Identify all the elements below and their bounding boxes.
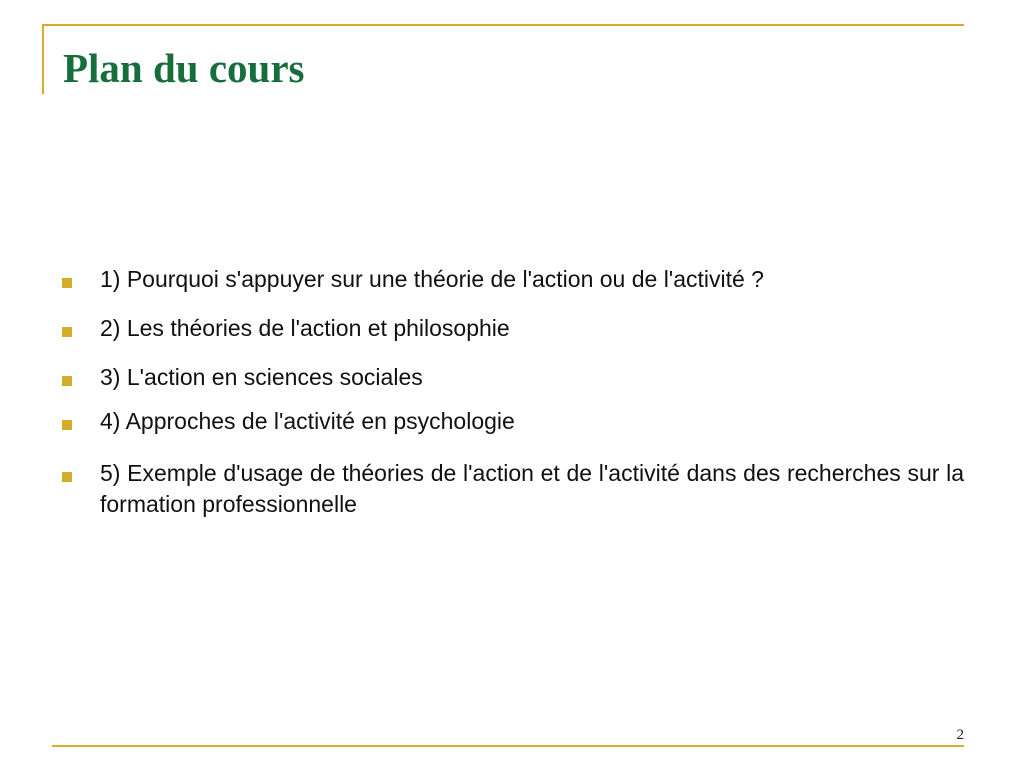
list-item xyxy=(62,362,964,393)
list-item xyxy=(62,458,964,520)
list-item xyxy=(62,264,964,295)
square-bullet-icon xyxy=(62,420,72,430)
list-item-text: 5) Exemple d'usage de théories de l'action et de l'activité dans des recherches sur la formation professionnelle xyxy=(100,460,964,517)
course-plan-list xyxy=(62,264,964,520)
square-bullet-icon xyxy=(62,327,72,337)
list-item-text: 1) Pourquoi s'appuyer sur une théorie de l'action ou de l'activité ? xyxy=(100,266,764,292)
list-item-text: 2) Les théories de l'action et philosophie xyxy=(100,315,510,341)
bottom-divider xyxy=(52,745,964,747)
square-bullet-icon xyxy=(62,472,72,482)
page-title: Plan du cours xyxy=(63,45,305,91)
square-bullet-icon xyxy=(62,376,72,386)
list-item xyxy=(62,313,964,344)
left-divider xyxy=(42,24,44,94)
list-item-text: 3) L'action en sciences sociales xyxy=(100,364,423,390)
square-bullet-icon xyxy=(62,278,72,288)
page-number: 2 xyxy=(956,727,964,743)
list-item-text: 4) Approches de l'activité en psychologie xyxy=(100,408,515,434)
list-item xyxy=(62,406,964,437)
top-divider xyxy=(42,24,964,26)
